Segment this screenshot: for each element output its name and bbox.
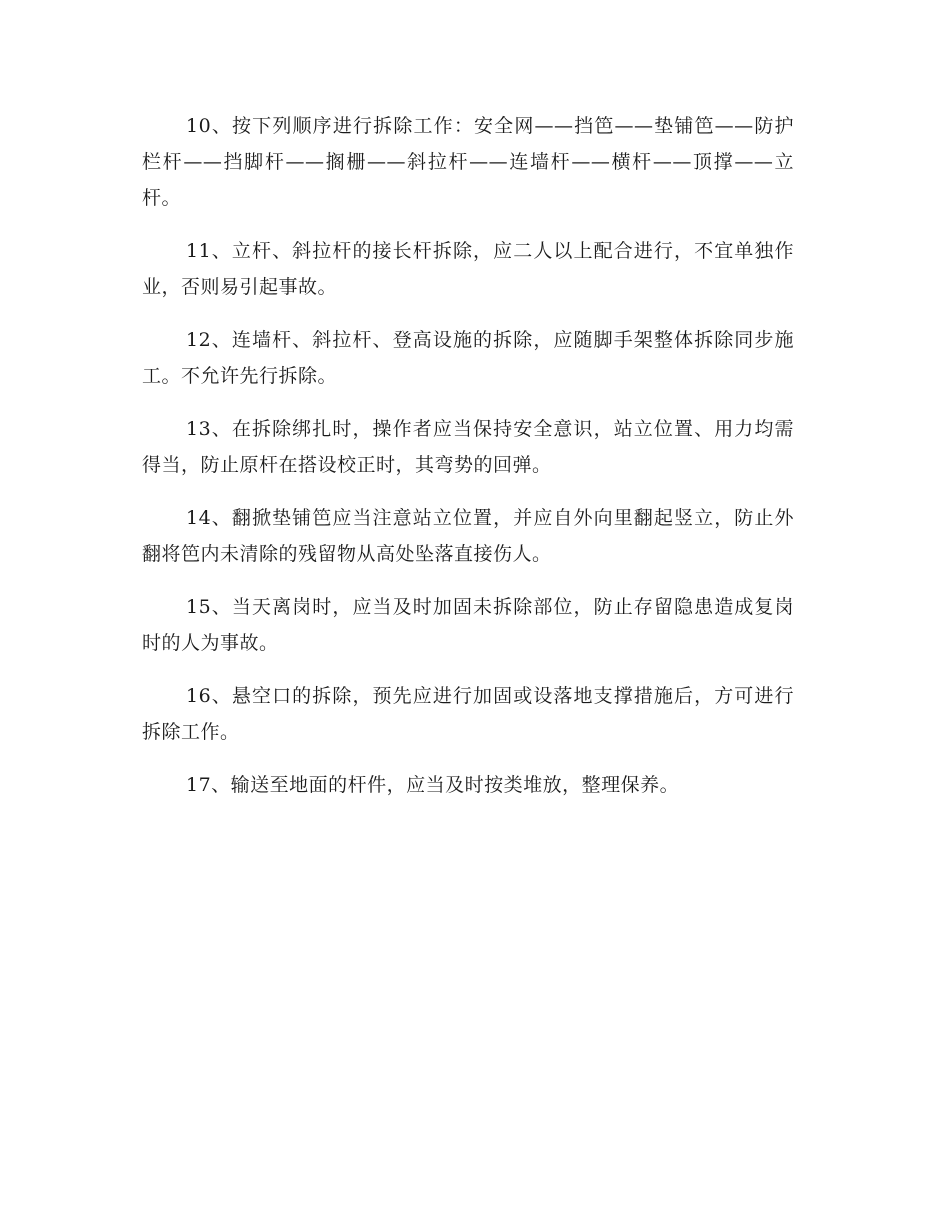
document-body bbox=[142, 108, 794, 820]
paragraph-16: 16、悬空口的拆除，预先应进行加固或设落地支撑措施后，方可进行拆除工作。 bbox=[142, 685, 794, 743]
paragraph-14: 14、翻掀垫铺笆应当注意站立位置，并应自外向里翻起竖立，防止外翻将笆内未清除的残留物从高处坠落直接伤人。 bbox=[142, 507, 794, 565]
paragraph-11: 11、立杆、斜拉杆的接长杆拆除，应二人以上配合进行，不宜单独作业，否则易引起事故。 bbox=[142, 240, 794, 298]
paragraph-13: 13、在拆除绑扎时，操作者应当保持安全意识，站立位置、用力均需得当，防止原杆在搭设校正时，其弯势的回弹。 bbox=[142, 418, 794, 476]
paragraph-17: 17、输送至地面的杆件，应当及时按类堆放，整理保养。 bbox=[186, 774, 680, 796]
paragraph-15: 15、当天离岗时，应当及时加固未拆除部位，防止存留隐患造成复岗时的人为事故。 bbox=[142, 596, 794, 654]
paragraph-10: 10、按下列顺序进行拆除工作：安全网——挡笆——垫铺笆——防护栏杆——挡脚杆——搁栅——斜拉杆——连墙杆——横杆——顶撑——立杆。 bbox=[142, 115, 794, 209]
paragraph-12: 12、连墙杆、斜拉杆、登高设施的拆除，应随脚手架整体拆除同步施工。不允许先行拆除。 bbox=[142, 329, 794, 387]
